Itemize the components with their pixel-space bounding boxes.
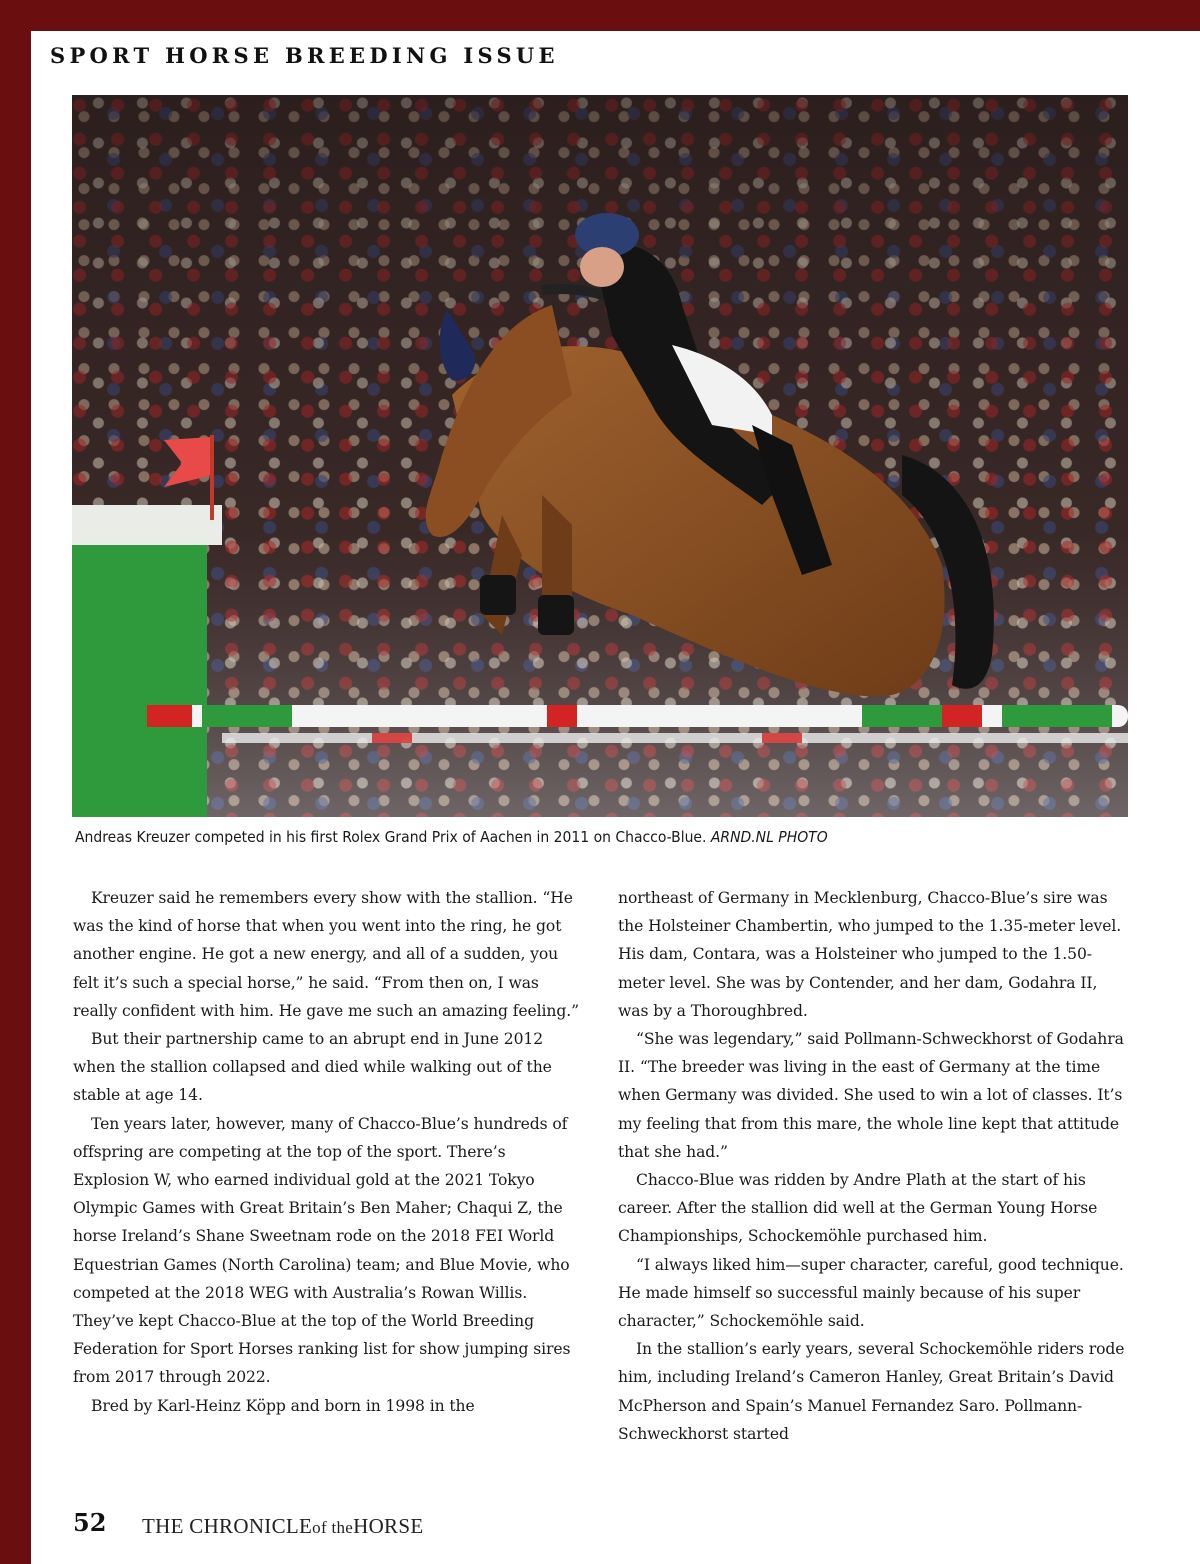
- page-frame-left: [0, 0, 31, 1564]
- paragraph: “I always liked him—super character, careful, good technique. He made himself so successful mainly because of his super character,” Schockemöhle said.: [618, 1255, 1124, 1331]
- paragraph: In the stallion’s early years, several Schockemöhle riders rode him, including Ireland’s Cameron Hanley, Great Britain’s David McPherson and Spain’s Manuel Fernandez Saro. Pollmann-Schweckhorst started: [618, 1340, 1125, 1443]
- page-number: 52: [73, 1508, 107, 1537]
- caption-text: Andreas Kreuzer competed in his first Rolex Grand Prix of Aachen in 2011 on Chacco-Blue.: [75, 828, 707, 846]
- paragraph: Ten years later, however, many of Chacco-Blue’s hundreds of offspring are competing at the top of the sport. There’s Explosion W, who earned individual gold at the 2021 Tokyo Olympic Games with Great Britain’s Ben Maher; Chaqui Z, the horse Ireland’s Shane Sweetnam rode on the 2018 FEI World Equestrian Games (North Carolina) team; and Blue Movie, who competed at the 2018 WEG with Australia’s Rowan Willis. They’ve kept Chacco-Blue at the top of the World Breeding Federation for Sport Horses ranking list for show jumping sires from 2017 through 2022.: [73, 1114, 571, 1387]
- paragraph: But their partnership came to an abrupt end in June 2012 when the stallion collapsed and died while walking out of the stable at age 14.: [73, 1030, 552, 1105]
- photo-caption: [75, 828, 1135, 846]
- masthead-suffix: HORSE: [353, 1514, 424, 1538]
- paragraph-continued: northeast of Germany in Mecklenburg, Chacco-Blue’s sire was the Holsteiner Chambertin, who jumped to the 1.35-meter level. His dam, Contara, was a Holsteiner who jumped to the 1.50-meter level. She was by Contender, and her dam, Godahra II, was by a Thoroughbred.: [618, 889, 1122, 1020]
- show-jumping-illustration: [72, 95, 1128, 817]
- masthead-of-the: of the: [312, 1518, 354, 1537]
- masthead-prefix: THE CHRONICLE: [142, 1514, 313, 1538]
- paragraph: Bred by Karl-Heinz Köpp and born in 1998 in the: [91, 1396, 475, 1415]
- photo-credit: ARND.NL PHOTO: [710, 828, 828, 846]
- page-frame-top: [0, 0, 1200, 31]
- paragraph: Kreuzer said he remembers every show with the stallion. “He was the kind of horse that when you went into the ring, he got another engine. He got a new energy, and all of a sudden, you felt it’s such a special horse,” he said. “From then on, I was really confident with him. He gave me such an amazing feeling.”: [73, 889, 579, 1020]
- article-photo: [72, 95, 1128, 817]
- article-column-right: [618, 884, 1130, 1448]
- paragraph: “She was legendary,” said Pollmann-Schweckhorst of Godahra II. “The breeder was living in the east of Germany at the time when Germany was divided. She used to win a lot of classes. It’s my feeling that from this mare, the whole line kept that attitude that she had.”: [618, 1030, 1124, 1161]
- publication-masthead: [142, 1514, 423, 1539]
- section-kicker: SPORT HORSE BREEDING ISSUE: [50, 43, 559, 68]
- article-column-left: [73, 884, 585, 1420]
- paragraph: Chacco-Blue was ridden by Andre Plath at the start of his career. After the stallion did well at the German Young Horse Championships, Schockemöhle purchased him.: [618, 1171, 1098, 1246]
